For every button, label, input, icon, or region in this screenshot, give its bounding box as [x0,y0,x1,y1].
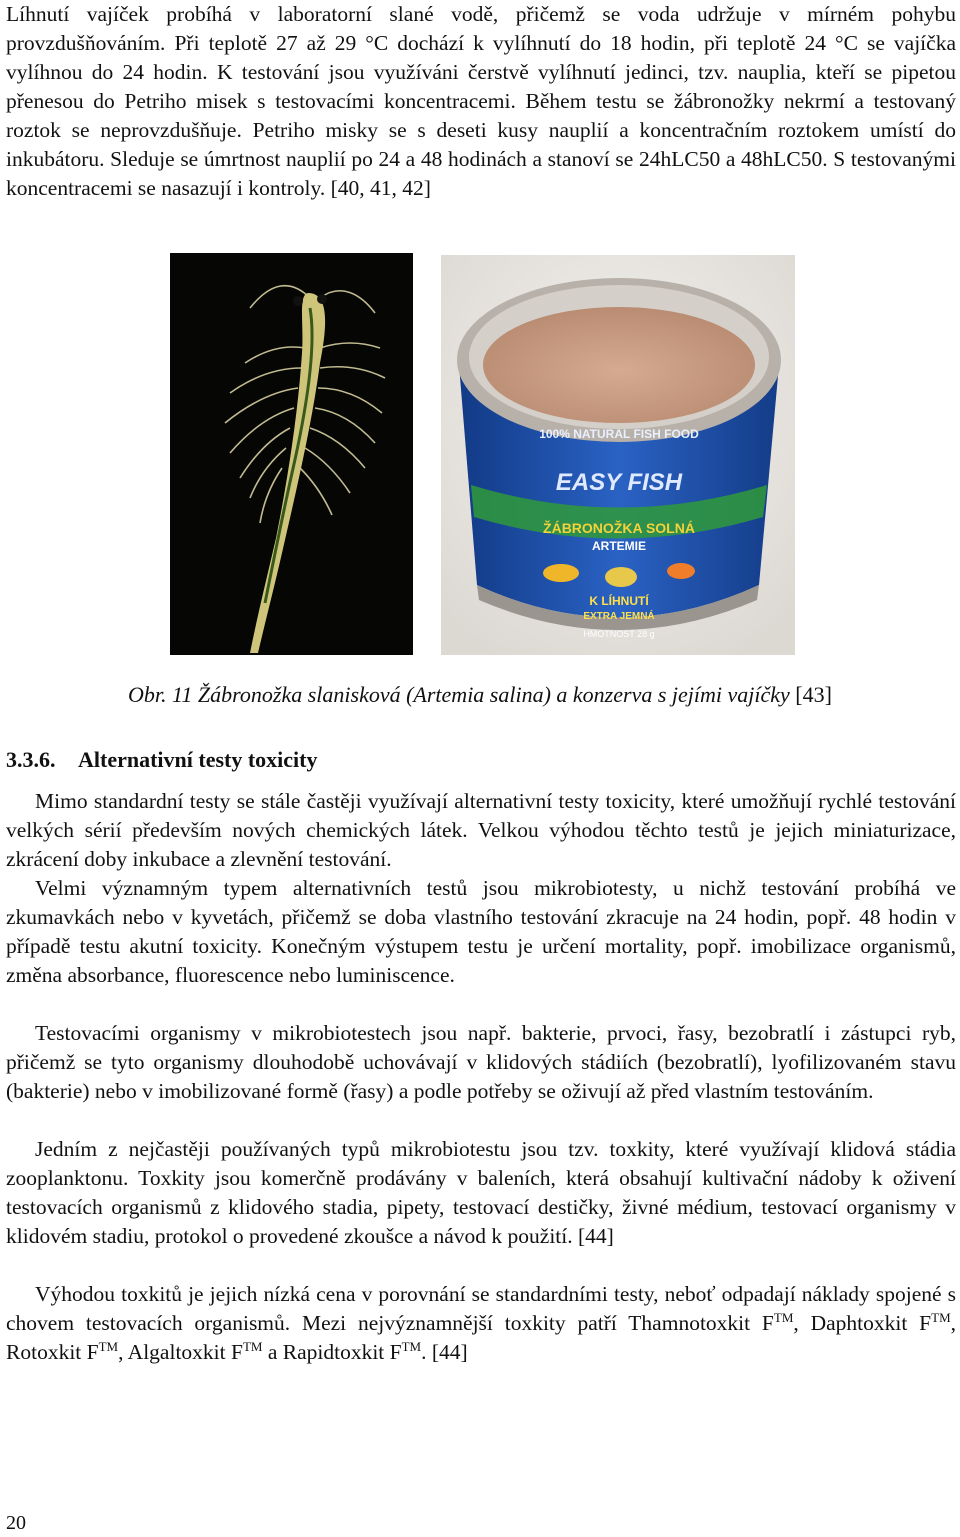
caption-reference: [43] [795,682,832,707]
section-heading [6,745,318,775]
paragraph-5-text: Výhodou toxkitů je jejich nízká cena v porovnání se standardními testy, neboť odpadají náklady spojené s chovem testovacích organismů. Mezi nejvýznamnější toxkity patří [6,1282,956,1335]
paragraph-2: Velmi významným typem alternativních testů jsou mikrobiotesty, u nichž testování probíhá ve zkumavkách nebo v kyvetách, přičemž se doba vlastního testování zkracuje na 24 hodin, popř. 48 hodin v případě testu akutní toxicity. Konečným výstupem testu je určení mortality, popř. imobilizace organismů, změna absorbance, fluorescence nebo luminiscence. [6,876,956,987]
paragraph-4: Jedním z nejčastěji používaných typů mikrobiotestu jsou tzv. toxkity, které využívají klidová stádia zooplanktonu. Toxkity jsou komerčně prodávány v baleních, která obsahují kultivační nádoby k oživení testovacích organismů z klidového stadia, pipety, testovací destičky, živné médium, testovací organismy v klidovém stadiu, protokol o provedené zkoušce a návod k použití. [44] [6,1137,956,1248]
section-title: Alternativní testy toxicity [78,747,318,772]
tm-3: TM [98,1338,119,1354]
tm-4: TM [242,1338,263,1354]
separator: , [118,1340,128,1364]
conjunction: a [262,1340,283,1364]
kit-1: Thamnotoxkit F [628,1311,774,1335]
paragraph-5-end: . [44] [421,1340,468,1364]
paragraph-3: Testovacími organismy v mikrobiotestech jsou např. bakterie, prvoci, řasy, bezobratlí i zástupci ryb, přičemž se tyto organismy dlouhodobě uchovávají v klidových stádiích (bezobratlí), lyofilizovaném stavu (bakterie) nebo v imobilizované formě (řasy) a podle potřeby se oživují až před vlastním testováním. [6,1021,956,1103]
can-species: ARTEMIE [592,539,646,553]
can-top-label: 100% NATURAL FISH FOOD [539,427,699,441]
can-brand: EASY FISH [555,469,683,496]
can-weight: HMOTNOST 28 g [583,629,655,639]
tm-2: TM [931,1309,951,1325]
separator: , [950,1311,956,1335]
paragraph-1: Mimo standardní testy se stále častěji využívají alternativní testy toxicity, které umožňují rychlé testování velkých sérií především nových chemických látek. Velkou výhodou těchto testů je jejich miniaturizace, zkrácení doby inkubace a zlevnění testování. [6,789,956,871]
kit-5: Rapidtoxkit F [282,1340,402,1364]
kit-4: Algaltoxkit F [127,1340,243,1364]
figure-11 [0,250,960,660]
tm-5: TM [401,1338,422,1354]
caption-label: Obr. 11 [128,682,193,707]
page-number: 20 [6,1512,26,1534]
artemia-photo [170,253,413,655]
figure-caption [0,680,960,710]
section-number: 3.3.6. [6,747,56,772]
can-product: ŽÁBRONOŽKA SOLNÁ [543,520,695,536]
can-purpose-2: EXTRA JEMNÁ [583,611,655,622]
kit-2: Daphtoxkit F [810,1311,932,1335]
separator: , [793,1311,811,1335]
intro-paragraph: Líhnutí vajíček probíhá v laboratorní slané vodě, přičemž se voda udržuje v mírném pohybu provzdušňováním. Při teplotě 27 až 29 °C dochází k vylíhnutí do 18 hodin, při teplotě 24 °C se vajíčka vylíhnou do 24 hodin. K testování jsou využíváni čerstvě vylíhnutí jedinci, tzv. nauplia, kteří se pipetou přenesou do Petriho misek s testovacími koncentracemi. Během testu se žábronožky nekrmí a testovaný roztok se neprovzdušňuje. Petriho misky se s deseti kusy nauplií a koncentračním roztokem umístí do inkubátoru. Sleduje se úmrtnost nauplií po 24 a 48 hodinách a stanoví se 24hLC50 a 48hLC50. S testovanými koncentracemi se nasazují i kontroly. [40, 41, 42] [6,2,956,200]
can-purpose: K LÍHNUTÍ [589,594,649,608]
paragraph-5 [6,1280,956,1367]
kit-3: Rotoxkit F [6,1340,99,1364]
caption-text: Žábronožka slanisková (Artemia salina) a konzerva s jejími vajíčky [197,682,790,707]
artemia-eggs-can-photo [441,255,795,655]
tm-1: TM [773,1309,794,1325]
